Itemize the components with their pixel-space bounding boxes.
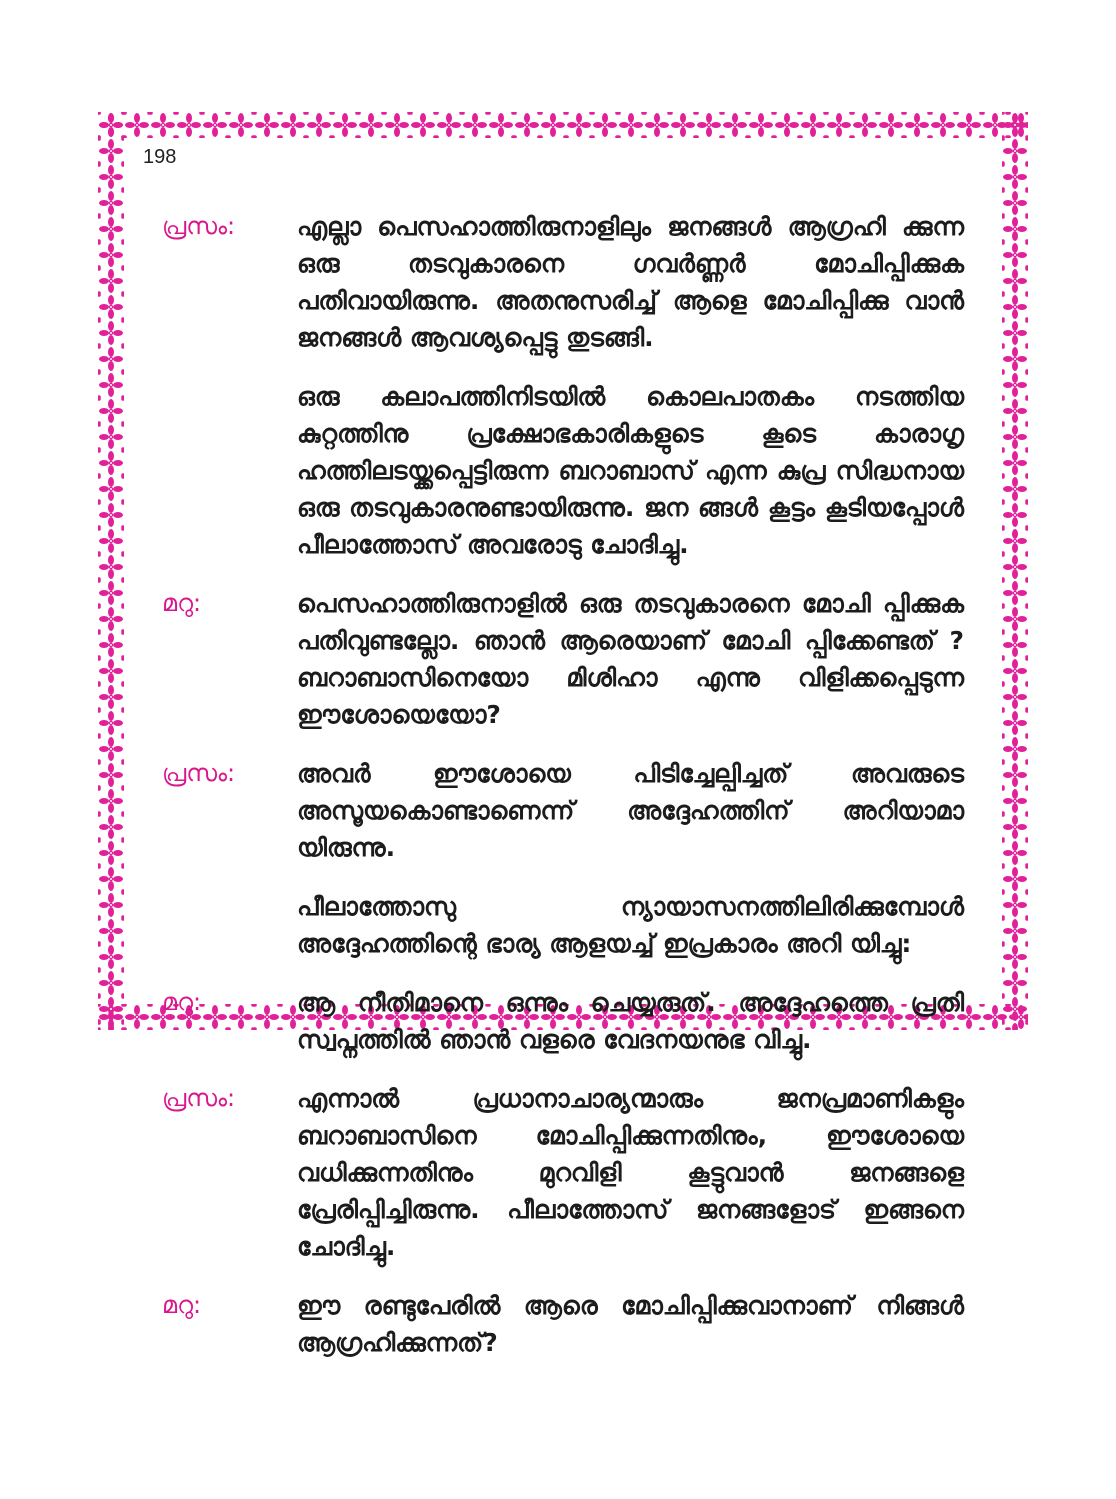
dialogue-text: എല്ലാ പെസഹാത്തിരുനാളിലും ജനങ്ങൾ ആഗ്രഹി ക്കുന്ന ഒരു തടവുകാരനെ ഗവർണ്ണർ മോചിപ്പിക്കുക പതിവായിരുന്നു. അതനുസരിച്ച് ആളെ മോചിപ്പിക്കു വാൻ ജനങ്ങൾ ആവശ്യപ്പെട്ടു തുടങ്ങി. <box>297 212 964 352</box>
speaker-label: പ്രസം: <box>162 759 236 787</box>
speaker-label: പ്രസം: <box>162 1084 236 1112</box>
dialogue-entry <box>162 208 964 356</box>
dialogue-entry <box>162 1080 964 1265</box>
speaker-label: മറു: <box>162 988 202 1016</box>
dialogue-content <box>162 208 964 1383</box>
dialogue-entry <box>162 1287 964 1361</box>
dialogue-text: അവർ ഈശോയെ പിടിച്ചേല്പിച്ചത് അവരുടെ അസൂയകൊണ്ടാണെന്ന് അദ്ദേഹത്തിന് അറിയാമാ യിരുന്നു. <box>297 759 964 862</box>
dialogue-text: പീലാത്തോസു ന്യായാസനത്തിലിരിക്കുമ്പോൾ അദ്ദേഹത്തിന്റെ ഭാര്യ ആളയച്ച് ഇപ്രകാരം അറി യിച്ചു: <box>297 892 964 958</box>
dialogue-text: ഒരു കലാപത്തിനിടയിൽ കൊലപാതകം നടത്തിയ കുറ്റത്തിനു പ്രക്ഷോഭകാരികളുടെ കൂടെ കാരാഗൃ ഹത്തിലടയ്ക്കപ്പെട്ടിരുന്ന ബറാബാസ് എന്ന കുപ്ര സിദ്ധനായ ഒരു തടവുകാരനുണ്ടായിരുന്നു. ജന ങ്ങൾ കൂട്ടം കൂടിയപ്പോൾ പീലാത്തോസ് അവരോടു ചോദിച്ചു. <box>297 382 964 559</box>
dialogue-text: എന്നാൽ പ്രധാനാചാര്യന്മാരും ജനപ്രമാണികളും ബറാബാസിനെ മോചിപ്പിക്കുന്നതിനും, ഈശോയെ വധിക്കുന്നതിനും മുറവിളി കൂട്ടുവാൻ ജനങ്ങളെ പ്രേരിപ്പിച്ചിരുന്നു. പീലാത്തോസ് ജനങ്ങളോട് ഇങ്ങനെ ചോദിച്ചു. <box>297 1084 964 1261</box>
dialogue-text: ഈ രണ്ടുപേരിൽ ആരെ മോചിപ്പിക്കുവാനാണ് നിങ്ങൾ ആഗ്രഹിക്കുന്നത്? <box>297 1291 964 1357</box>
floral-ornament-icon <box>1002 112 1028 1030</box>
border-left <box>98 112 124 1030</box>
speaker-label: മറു: <box>162 589 202 617</box>
speaker-label: മറു: <box>162 1291 202 1319</box>
dialogue-entry <box>162 755 964 866</box>
floral-ornament-icon <box>98 112 1028 138</box>
dialogue-entry <box>162 585 964 733</box>
border-right <box>1002 112 1028 1030</box>
dialogue-entry <box>162 984 964 1058</box>
speaker-label: പ്രസം: <box>162 212 236 240</box>
dialogue-entry <box>162 378 964 563</box>
border-top <box>98 112 1028 138</box>
page-number: 198 <box>143 146 177 168</box>
dialogue-entry <box>162 888 964 962</box>
dialogue-text: പെസഹാത്തിരുനാളിൽ ഒരു തടവുകാരനെ മോചി പ്പിക്കുക പതിവുണ്ടല്ലോ. ഞാൻ ആരെയാണ് മോചി പ്പിക്കേണ്ടത് ? ബറാബാസിനെയോ മിശിഹാ എന്നു വിളിക്കപ്പെടുന്ന ഈശോയെയോ? <box>297 589 964 729</box>
dialogue-text: ആ നീതിമാനെ ഒന്നും ചെയ്യരുത്. അദ്ദേഹത്തെ പ്രതി സ്വപ്നത്തിൽ ഞാൻ വളരെ വേദനയനുഭ വിച്ചു. <box>297 988 964 1054</box>
floral-ornament-icon <box>98 112 124 1030</box>
